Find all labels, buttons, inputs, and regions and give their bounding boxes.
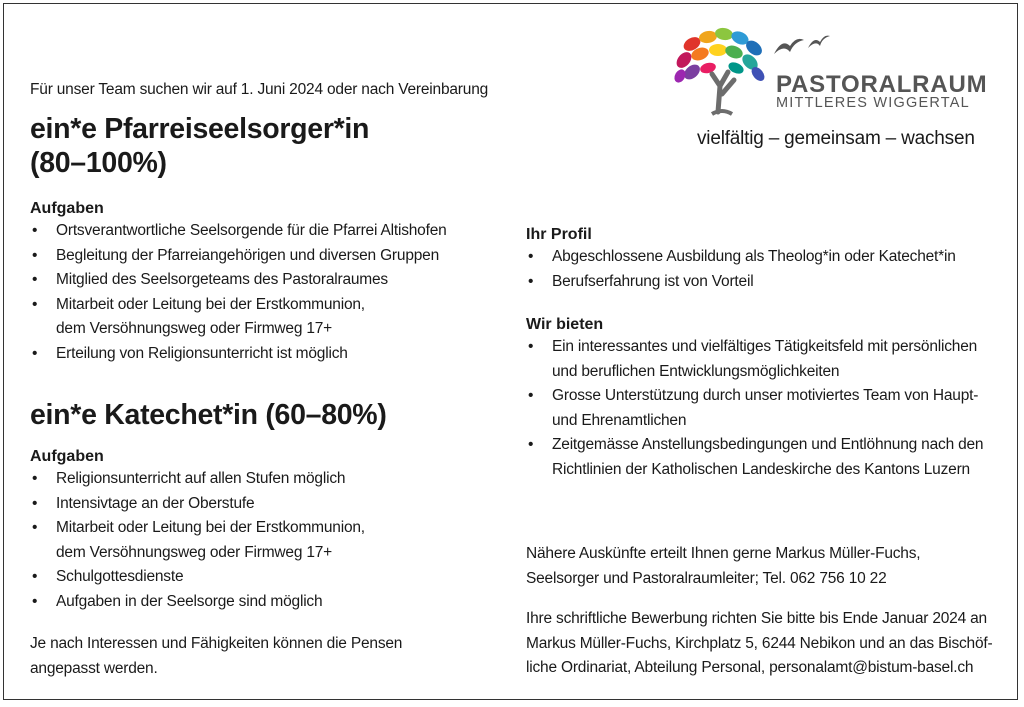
offer-list: [526, 335, 1006, 482]
job1-tasks-list: [30, 219, 500, 366]
logo-name: PASTORALRAUM: [776, 71, 988, 98]
application-line1: Ihre schriftliche Bewerbung richten Sie bitte bis Ende Januar 2024 an: [526, 610, 987, 627]
list-item: • Zeitgemässe Anstellungsbedingungen und Entlöhnung nach den: [526, 433, 1006, 458]
offer-heading: Wir bieten: [526, 316, 604, 333]
profile-list: [526, 245, 996, 294]
profile-heading: Ihr Profil: [526, 226, 592, 243]
list-item: • Erteilung von Religionsunterricht ist möglich: [30, 342, 500, 367]
contact-info: [526, 542, 920, 591]
list-item: • Schulgottesdienste: [30, 565, 500, 590]
job1-title: [30, 112, 470, 180]
job2-note-line1: Je nach Interessen und Fähigkeiten können die Pensen: [30, 635, 403, 652]
offer-section: [526, 316, 1006, 482]
list-item: • Ortsverantwortliche Seelsorgende für die Pfarrei Altishofen: [30, 219, 500, 244]
tagline: vielfältig – gemeinsam – wachsen: [697, 128, 975, 149]
intro-text: Für unser Team suchen wir auf 1. Juni 2024 oder nach Vereinbarung: [30, 81, 489, 98]
list-item: • Grosse Unterstützung durch unser motiviertes Team von Haupt-: [526, 384, 1006, 409]
logo-subname: MITTLERES WIGGERTAL: [776, 95, 970, 111]
job1-title-line2: (80–100%): [30, 147, 167, 179]
contact-line1: Nähere Auskünfte erteilt Ihnen gerne Markus Müller-Fuchs,: [526, 545, 921, 562]
list-item: • Intensivtage an der Oberstufe: [30, 492, 500, 517]
application-line2: Markus Müller-Fuchs, Kirchplatz 5, 6244 Nebikon und an das Bischöf-: [526, 634, 993, 652]
list-item: • Religionsunterricht auf allen Stufen möglich: [30, 467, 500, 492]
list-item: • Begleitung der Pfarreiangehörigen und diversen Gruppen: [30, 244, 500, 269]
job2-note: [30, 632, 402, 681]
list-item: • Abgeschlossene Ausbildung als Theolog*in oder Katechet*in: [526, 245, 996, 270]
application-line3: liche Ordinariat, Abteilung Personal, personalamt@bistum-basel.ch: [526, 659, 974, 676]
job1-tasks-section: [30, 200, 500, 366]
job2-title: ein*e Katechet*in (60–80%): [30, 399, 387, 431]
list-item-continuation: Richtlinien der Katholischen Landeskirche des Kantons Luzern: [552, 460, 970, 478]
list-item-continuation: und Ehrenamtlichen: [552, 411, 687, 429]
list-item: • Ein interessantes und vielfältiges Tätigkeitsfeld mit persönlichen: [526, 335, 1006, 360]
swallows-icon: [772, 32, 832, 60]
tree-logo-icon: [672, 24, 776, 116]
list-item: • Mitglied des Seelsorgeteams des Pastoralraumes: [30, 268, 500, 293]
job1-title-line1: ein*e Pfarreiseelsorger*in: [30, 113, 370, 145]
list-item: • Aufgaben in der Seelsorge sind möglich: [30, 590, 500, 615]
job2-note-line2: angepasst werden.: [30, 659, 158, 677]
list-item: • Mitarbeit oder Leitung bei der Erstkommunion,: [30, 293, 500, 318]
job2-tasks-list: [30, 467, 500, 614]
list-item: • Berufserfahrung ist von Vorteil: [526, 270, 996, 295]
list-item-continuation: und beruflichen Entwicklungsmöglichkeiten: [552, 362, 840, 380]
job2-tasks-heading: Aufgaben: [30, 448, 104, 465]
profile-section: [526, 226, 996, 294]
list-item: • Mitarbeit oder Leitung bei der Erstkommunion,: [30, 516, 500, 541]
job2-tasks-section: [30, 448, 500, 614]
contact-line2: Seelsorger und Pastoralraumleiter; Tel. 062 756 10 22: [526, 569, 887, 587]
application-info: [526, 607, 992, 681]
job1-tasks-heading: Aufgaben: [30, 200, 104, 217]
list-item-continuation: dem Versöhnungsweg oder Firmweg 17+: [56, 543, 333, 561]
list-item-continuation: dem Versöhnungsweg oder Firmweg 17+: [56, 320, 333, 337]
